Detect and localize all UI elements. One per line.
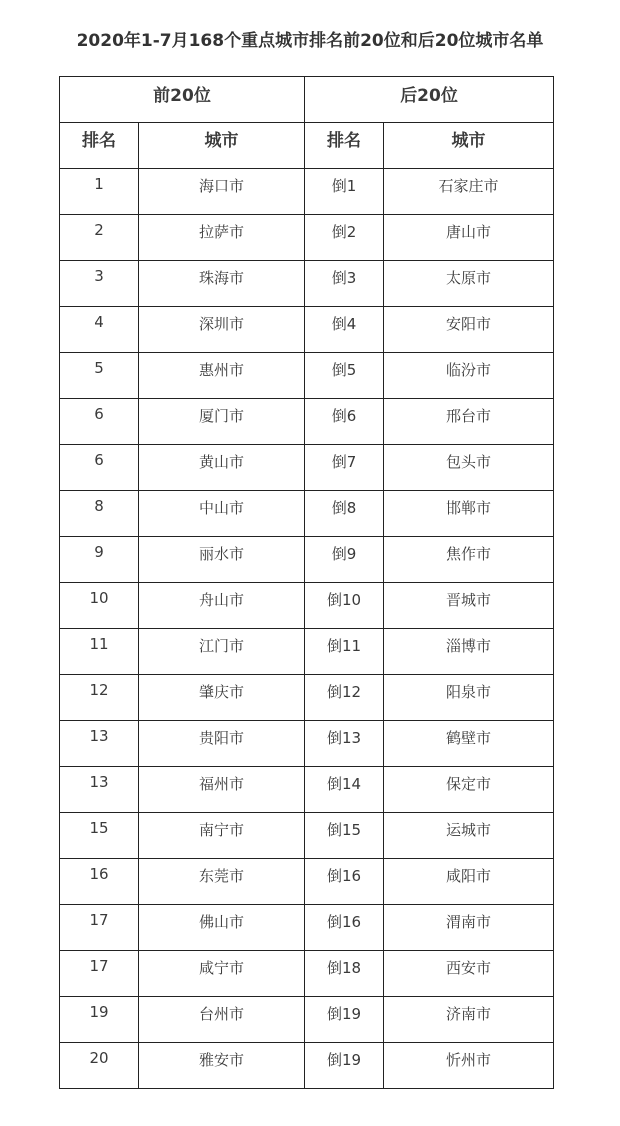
table-row (60, 215, 554, 261)
top-rank-cell: 6 (60, 399, 139, 445)
top-rank-cell: 10 (60, 583, 139, 629)
bottom-city-cell: 包头市 (384, 445, 554, 491)
table-row (60, 261, 554, 307)
top-city-cell: 贵阳市 (139, 721, 305, 767)
bottom-rank-cell: 倒15 (305, 813, 384, 859)
ranking-table (59, 76, 554, 1089)
table-row (60, 169, 554, 215)
top-city-cell: 惠州市 (139, 353, 305, 399)
top-rank-cell: 20 (60, 1043, 139, 1089)
top-city-cell: 黄山市 (139, 445, 305, 491)
table-row (60, 629, 554, 675)
bottom-city-cell: 临汾市 (384, 353, 554, 399)
top-city-cell: 江门市 (139, 629, 305, 675)
group-header-row (60, 77, 554, 123)
bottom-city-cell: 安阳市 (384, 307, 554, 353)
column-header-city: 城市 (384, 123, 554, 169)
table-row (60, 813, 554, 859)
bottom-rank-cell: 倒18 (305, 951, 384, 997)
table-row (60, 307, 554, 353)
top-city-cell: 深圳市 (139, 307, 305, 353)
group-header-bottom20: 后20位 (305, 77, 554, 123)
bottom-rank-cell: 倒3 (305, 261, 384, 307)
bottom-city-cell: 阳泉市 (384, 675, 554, 721)
bottom-rank-cell: 倒19 (305, 997, 384, 1043)
bottom-city-cell: 邢台市 (384, 399, 554, 445)
column-header-city: 城市 (139, 123, 305, 169)
column-header-rank: 排名 (60, 123, 139, 169)
top-rank-cell: 19 (60, 997, 139, 1043)
table-row (60, 399, 554, 445)
bottom-city-cell: 运城市 (384, 813, 554, 859)
bottom-city-cell: 忻州市 (384, 1043, 554, 1089)
table-row (60, 583, 554, 629)
top-rank-cell: 11 (60, 629, 139, 675)
bottom-city-cell: 晋城市 (384, 583, 554, 629)
bottom-city-cell: 石家庄市 (384, 169, 554, 215)
top-city-cell: 佛山市 (139, 905, 305, 951)
bottom-city-cell: 焦作市 (384, 537, 554, 583)
bottom-rank-cell: 倒4 (305, 307, 384, 353)
top-rank-cell: 13 (60, 721, 139, 767)
bottom-rank-cell: 倒14 (305, 767, 384, 813)
bottom-rank-cell: 倒12 (305, 675, 384, 721)
bottom-rank-cell: 倒1 (305, 169, 384, 215)
table-row (60, 675, 554, 721)
top-city-cell: 肇庆市 (139, 675, 305, 721)
bottom-rank-cell: 倒7 (305, 445, 384, 491)
bottom-rank-cell: 倒19 (305, 1043, 384, 1089)
table-row (60, 997, 554, 1043)
bottom-city-cell: 太原市 (384, 261, 554, 307)
bottom-rank-cell: 倒2 (305, 215, 384, 261)
bottom-city-cell: 鹤壁市 (384, 721, 554, 767)
top-city-cell: 丽水市 (139, 537, 305, 583)
bottom-city-cell: 淄博市 (384, 629, 554, 675)
top-rank-cell: 17 (60, 951, 139, 997)
top-city-cell: 舟山市 (139, 583, 305, 629)
top-rank-cell: 9 (60, 537, 139, 583)
bottom-rank-cell: 倒9 (305, 537, 384, 583)
bottom-rank-cell: 倒8 (305, 491, 384, 537)
top-city-cell: 雅安市 (139, 1043, 305, 1089)
top-rank-cell: 3 (60, 261, 139, 307)
bottom-rank-cell: 倒10 (305, 583, 384, 629)
bottom-rank-cell: 倒16 (305, 905, 384, 951)
bottom-city-cell: 济南市 (384, 997, 554, 1043)
top-rank-cell: 1 (60, 169, 139, 215)
top-rank-cell: 12 (60, 675, 139, 721)
top-rank-cell: 5 (60, 353, 139, 399)
top-city-cell: 厦门市 (139, 399, 305, 445)
bottom-city-cell: 邯郸市 (384, 491, 554, 537)
table-row (60, 905, 554, 951)
table-row (60, 859, 554, 905)
table-row (60, 353, 554, 399)
top-rank-cell: 13 (60, 767, 139, 813)
column-header-rank: 排名 (305, 123, 384, 169)
top-rank-cell: 17 (60, 905, 139, 951)
top-city-cell: 海口市 (139, 169, 305, 215)
column-header-row (60, 123, 554, 169)
bottom-city-cell: 渭南市 (384, 905, 554, 951)
table-row (60, 1043, 554, 1089)
top-city-cell: 福州市 (139, 767, 305, 813)
table-row (60, 491, 554, 537)
bottom-rank-cell: 倒13 (305, 721, 384, 767)
table-row (60, 537, 554, 583)
bottom-rank-cell: 倒5 (305, 353, 384, 399)
top-city-cell: 咸宁市 (139, 951, 305, 997)
bottom-rank-cell: 倒6 (305, 399, 384, 445)
top-city-cell: 拉萨市 (139, 215, 305, 261)
bottom-city-cell: 唐山市 (384, 215, 554, 261)
top-city-cell: 珠海市 (139, 261, 305, 307)
table-row (60, 445, 554, 491)
bottom-city-cell: 西安市 (384, 951, 554, 997)
bottom-city-cell: 咸阳市 (384, 859, 554, 905)
group-header-top20: 前20位 (60, 77, 305, 123)
top-rank-cell: 6 (60, 445, 139, 491)
top-rank-cell: 15 (60, 813, 139, 859)
top-city-cell: 东莞市 (139, 859, 305, 905)
top-rank-cell: 4 (60, 307, 139, 353)
page-title: 2020年1-7月168个重点城市排名前20位和后20位城市名单 (76, 31, 544, 51)
top-rank-cell: 16 (60, 859, 139, 905)
bottom-rank-cell: 倒16 (305, 859, 384, 905)
top-rank-cell: 8 (60, 491, 139, 537)
table-row (60, 951, 554, 997)
table-row (60, 721, 554, 767)
top-city-cell: 南宁市 (139, 813, 305, 859)
top-rank-cell: 2 (60, 215, 139, 261)
bottom-rank-cell: 倒11 (305, 629, 384, 675)
table-row (60, 767, 554, 813)
top-city-cell: 台州市 (139, 997, 305, 1043)
bottom-city-cell: 保定市 (384, 767, 554, 813)
top-city-cell: 中山市 (139, 491, 305, 537)
